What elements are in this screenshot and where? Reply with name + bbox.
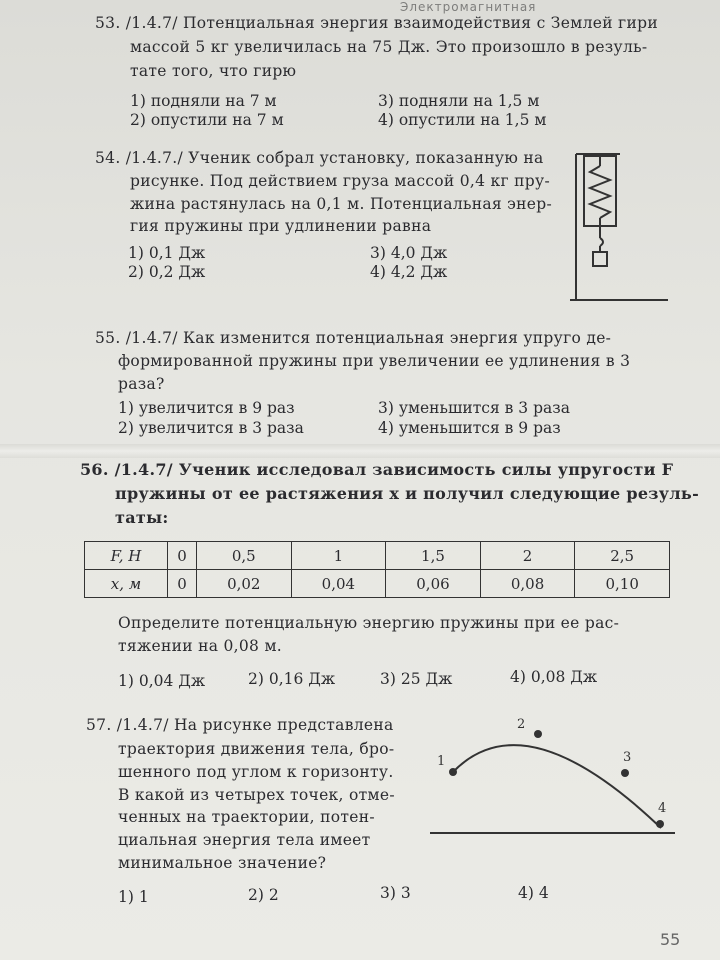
q57-option-1: 1) 1 [118,888,149,906]
trajectory-point-4 [656,820,664,828]
q56-option-1: 1) 0,04 Дж [118,672,206,690]
q56-line3: таты: [115,508,169,527]
q53-option-3: 3) подняли на 1,5 м [378,92,540,110]
q54-line2: рисунке. Под действием груза массой 0,4 кг пру- [130,172,550,190]
trajectory-point-1 [449,768,457,776]
hook-icon [600,238,603,246]
table-header-extension: x, м [85,570,168,598]
q53-option-1: 1) подняли на 7 м [130,92,277,110]
q56-option-4: 4) 0,08 Дж [510,668,598,686]
q54-option-1: 1) 0,1 Дж [128,244,206,262]
q57-line6: циальная энергия тела имеет [118,831,371,849]
weight-block [593,252,607,266]
q55-option-3: 3) уменьшится в 3 раза [378,399,570,417]
table-cell: 2 [480,542,575,570]
q57-line2: траектория движения тела, бро- [118,740,395,758]
page-number: 55 [660,930,681,949]
q54-option-3: 3) 4,0 Дж [370,244,448,262]
q57-line1: 57. /1.4.7/ На рисунке представлена [86,716,394,734]
q57-line7: минимальное значениe? [118,854,327,872]
table-cell: 1 [291,542,386,570]
trajectory-point-2 [534,730,542,738]
q54-option-2: 2) 0,2 Дж [128,263,206,281]
point-label-2: 2 [517,717,526,732]
table-cell: 0,02 [196,570,291,598]
q53-option-4: 4) опустили на 1,5 м [378,111,547,129]
table-cell: 0,08 [480,570,575,598]
q54-option-4: 4) 4,2 Дж [370,263,448,281]
q55-option-4: 4) уменьшится в 9 раз [378,419,561,437]
q53-option-2: 2) опустили на 7 м [130,111,284,129]
q54-line3: жина растянулась на 0,1 м. Потенциальная энер- [130,195,553,213]
table-cell: 2,5 [575,542,670,570]
spring-coil [590,166,610,218]
q55-line3: раза? [118,375,165,393]
table-row-extension [85,570,670,598]
q57-option-3: 3) 3 [380,884,411,902]
table-header-force: F, H [85,542,168,570]
q56-option-3: 3) 25 Дж [380,670,453,688]
table-row-force [85,542,670,570]
q53-line2: массой 5 кг увеличилась на 75 Дж. Это произошло в резуль- [130,38,648,56]
data-table [84,541,670,598]
q56-ask-line2: тяжении на 0,08 м. [118,637,283,655]
q55-option-2: 2) увеличится в 3 раза [118,419,304,437]
table-cell: 1,5 [386,542,481,570]
q54-line1: 54. /1.4.7./ Ученик собрал установку, показанную на [95,149,544,167]
point-label-1: 1 [437,754,446,769]
trajectory-point-3 [621,769,629,777]
q57-line4: В какой из четырех точек, отме- [118,786,395,804]
q55-line1: 55. /1.4.7/ Как изменится потенциальная энергия упруго де- [95,329,612,347]
q56-line1: 56. /1.4.7/ Ученик исследовал зависимость силы упругости F [80,460,674,479]
header-text: Электромагнитная [400,0,537,14]
q56-line2: пружины от ее растяжения x и получил следующие резуль- [115,484,700,503]
q56-option-2: 2) 0,16 Дж [248,670,336,688]
spring-setup-figure [560,148,680,310]
point-label-4: 4 [658,801,667,816]
q53-line3: тате того, что гирю [130,62,297,80]
table-cell: 0,10 [575,570,670,598]
q57-option-2: 2) 2 [248,886,279,904]
table-cell: 0 [168,542,197,570]
q55-line2: формированной пружины при увеличении ее удлинения в 3 [118,352,631,370]
table-cell: 0,06 [386,570,481,598]
q54-line4: гия пружины при удлинении равна [130,217,432,235]
q57-option-4: 4) 4 [518,884,549,902]
q53-line1: 53. /1.4.7/ Потенциальная энергия взаимодействия с Землей гири [95,14,658,32]
q57-line5: ченных на траектории, потен- [118,808,375,826]
trajectory-figure [425,710,680,850]
page-fold [0,444,720,458]
table-cell: 0,5 [196,542,291,570]
q55-option-1: 1) увеличится в 9 раз [118,399,295,417]
point-label-3: 3 [623,750,632,765]
q56-ask-line1: Определите потенциальную энергию пружины при ее рас- [118,614,620,632]
table-cell: 0 [168,570,197,598]
q57-line3: шенного под углом к горизонту. [118,763,394,781]
table-cell: 0,04 [291,570,386,598]
